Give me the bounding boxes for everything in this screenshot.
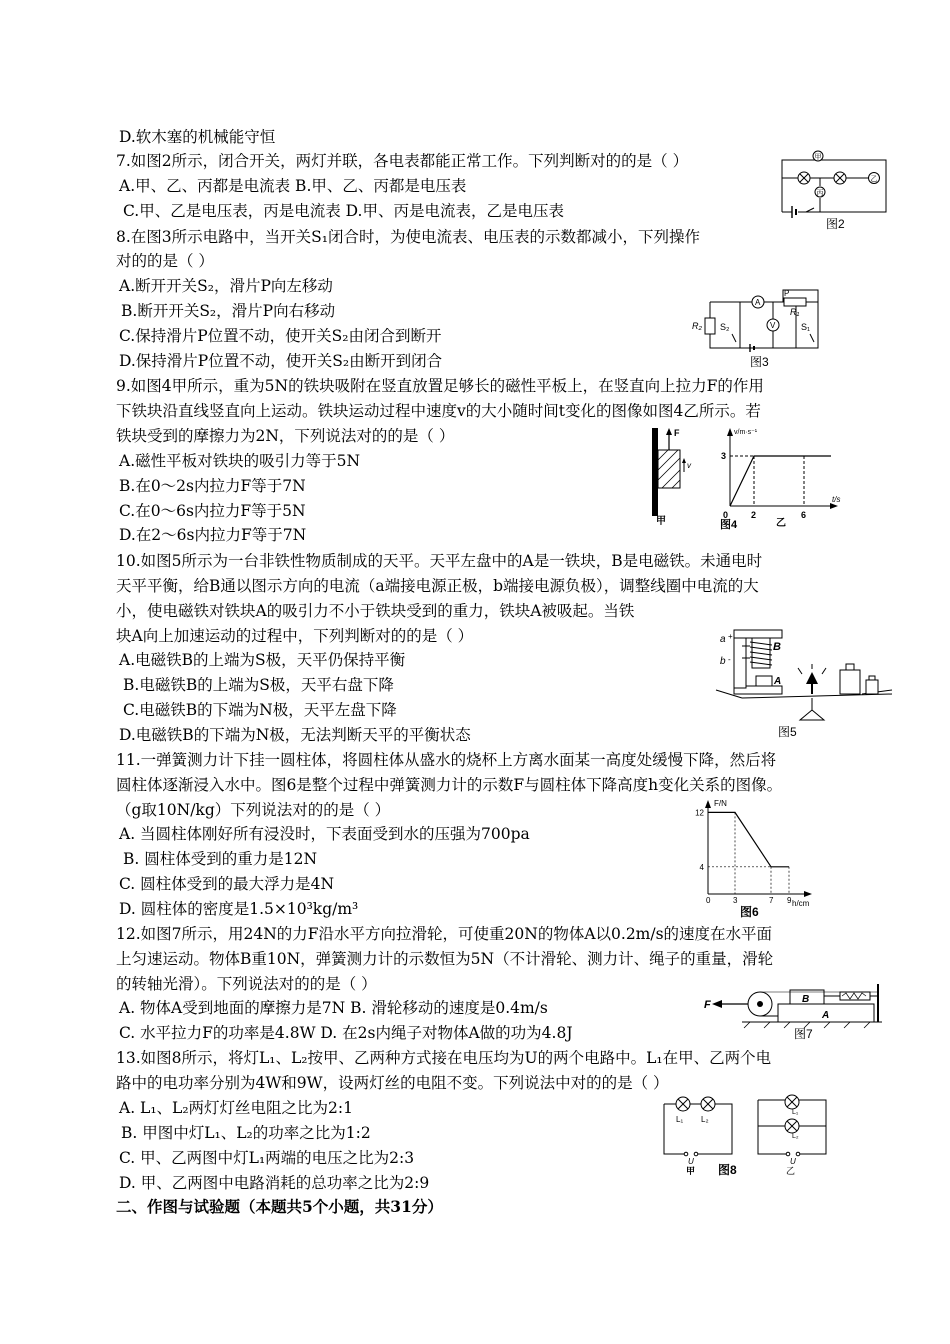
figure-7-diagram: [700, 980, 886, 1042]
q8-option-c: C.保持滑片P位置不动，使开关S₂由闭合到断开: [119, 327, 442, 345]
meter-mid-label: 丙: [816, 190, 824, 197]
q9-stem-line1: 9.如图4甲所示，重为5N的铁块吸附在竖直放置足够长的磁性平板上，在竖直向上拉力F的作用: [116, 377, 764, 395]
q10-stem-line4: 块A向上加速运动的过程中，下列判断对的的是（ ）: [116, 627, 474, 645]
q8-option-a: A.断开开关S₂，滑片P向左移动: [119, 277, 333, 295]
q9-option-d: D.在2～6s内拉力F等于7N: [119, 526, 307, 544]
meter-top-label: 甲: [814, 154, 822, 161]
label-s2: S₂: [720, 322, 730, 332]
figure-6-caption: 图6: [740, 905, 759, 919]
fig4-tick-0: 0: [723, 510, 729, 520]
label-u-yi: U: [790, 1157, 796, 1166]
q8-option-b: B.断开开关S₂，滑片P向右移动: [121, 302, 336, 320]
q8-stem-line2: 对的的是（ ）: [116, 252, 214, 270]
q11-stem-line3: （g取10N/kg）下列说法对的的是（ ）: [116, 801, 391, 819]
fig4-tick-3: 3: [721, 451, 727, 461]
pointer-arrow: [806, 672, 818, 684]
figure-6-chart: [688, 798, 818, 920]
label-r2: R₂: [692, 321, 702, 331]
figure-8-caption: 图8: [718, 1163, 737, 1177]
q13-option-b: B. 甲图中灯L₁、L₂的功率之比为1:2: [121, 1124, 371, 1142]
q9-stem-line3: 铁块受到的摩擦力为2N，下列说法对的的是（ ）: [116, 427, 455, 445]
label-f: F: [704, 999, 711, 1011]
label-s1: S₁: [801, 322, 811, 332]
q11-option-c: C. 圆柱体受到的最大浮力是4N: [119, 875, 335, 893]
switch-blade: [806, 208, 814, 212]
q11-stem-line2: 圆柱体逐渐浸入水中。图6是整个过程中弹簧测力计的示数F与圆柱体下降高度h变化关系的图像。: [116, 776, 783, 794]
label-a: A: [822, 1010, 830, 1021]
label-ammeter: A: [755, 298, 761, 307]
fig8-right-label: 乙: [786, 1166, 796, 1176]
q7-options-ab: A.甲、乙、丙都是电流表 B.甲、乙、丙都是电压表: [119, 177, 467, 195]
q12-stem-line1: 12.如图7所示，用24N的力F沿水平方向拉滑轮，可使重20N的物体A以0.2m/s的速度在水平面: [116, 925, 773, 943]
figure-2-caption: 图2: [826, 217, 845, 231]
q11-option-b: B. 圆柱体受到的重力是12N: [123, 850, 318, 868]
force-label: F: [674, 428, 680, 438]
figure-4-caption: 图4: [720, 519, 738, 531]
q10-option-d: D.电磁铁B的下端为N极，无法判断天平的平衡状态: [119, 726, 471, 744]
figure-3-caption: 图3: [750, 355, 769, 369]
terminal-minus: -: [728, 655, 731, 664]
terminal-a: a: [720, 634, 726, 645]
y-axis-label: F/N: [714, 799, 727, 808]
iron-block-a: [756, 676, 772, 686]
q6-option-d: D.软木塞的机械能守恒: [119, 128, 276, 146]
q9-stem-line2: 下铁块沿直线竖直向上运动。铁块运动过程中速度v的大小随时间t变化的图像如图4乙所示。若: [116, 402, 761, 420]
resistor-r1: [784, 298, 806, 306]
label-b: B: [802, 994, 810, 1005]
section-2-heading: 二、作图与试验题（本题共5个小题，共31分）: [116, 1197, 443, 1216]
figure-3: [688, 284, 824, 370]
fig8-left-label: 甲: [686, 1166, 696, 1176]
q9-option-b: B.在0～2s内拉力F等于7N: [119, 477, 306, 495]
q8-stem-line1: 8.在图3所示电路中，当开关S₁闭合时，为使电流表、电压表的示数都减小，下列操作: [116, 228, 700, 246]
figure-8: [646, 1092, 836, 1178]
x-tick-label: 9: [787, 896, 792, 905]
fig4-left-label: 甲: [656, 516, 666, 527]
figure-3-circuit: [688, 284, 824, 370]
q9-option-c: C.在0～6s内拉力F等于5N: [119, 502, 306, 520]
label-p: P: [784, 289, 790, 298]
q13-option-a: A. L₁、L₂两灯灯丝电阻之比为2:1: [119, 1099, 354, 1117]
series-line: [708, 812, 789, 866]
label-l2-yi: L₂: [792, 1133, 799, 1140]
label-l1-yi: L₁: [792, 1109, 799, 1116]
label-a: A: [774, 676, 782, 687]
figure-7: [700, 980, 886, 1042]
y-tick-label: 4: [699, 862, 704, 872]
fig4-xaxis-label: t/s: [832, 495, 841, 504]
fig4-tick-6: 6: [801, 510, 807, 520]
label-b: B: [773, 641, 781, 653]
stand-arm: [734, 630, 782, 638]
q10-stem-line1: 10.如图5所示为一台非铁性物质制成的天平。天平左盘中的A是一铁块，B是电磁铁。未通电时: [116, 552, 763, 570]
q13-option-c: C. 甲、乙两图中灯L₁两端的电压之比为2:3: [119, 1149, 415, 1167]
x-tick-label: 7: [769, 896, 774, 905]
weight-small: [866, 680, 878, 694]
figure-4-diagram: [646, 422, 846, 530]
label-r1: R₁: [790, 307, 800, 317]
y-tick-label: 12: [695, 808, 704, 818]
figure-5: [712, 624, 902, 740]
q12-stem-line3: 的转轴光滑）。下列说法对的的是（ ）: [116, 975, 377, 993]
label-l1-jia: L₁: [676, 1115, 684, 1124]
q13-option-d: D. 甲、乙两图中电路消耗的总功率之比为2:9: [119, 1174, 430, 1192]
q9-option-a: A.磁性平板对铁块的吸引力等于5N: [119, 452, 361, 470]
q13-stem-line2: 路中的电功率分别为4W和9W，设两灯丝的电阻不变。下列说法中对的的是（ ）: [116, 1074, 669, 1092]
fig4-yaxis-label: v/m·s⁻¹: [734, 429, 758, 436]
figure-2: [776, 148, 896, 234]
terminal-plus: +: [728, 632, 733, 641]
label-l2-jia: L₂: [701, 1115, 709, 1124]
terminal-b: b: [720, 656, 726, 667]
figure-5-balance: [712, 624, 902, 740]
stand-post: [734, 632, 746, 688]
velocity-label: v: [687, 461, 691, 470]
q7-stem: 7.如图2所示，闭合开关，两灯并联，各电表都能正常工作。下列判断对的的是（ ）: [116, 152, 689, 170]
switch-s1: [810, 334, 814, 342]
x-tick-label: 0: [706, 896, 711, 905]
q13-stem-line1: 13.如图8所示，将灯L₁、L₂按甲、乙两种方式接在电压均为U的两个电路中。L₁在甲、乙两个电: [116, 1049, 772, 1067]
x-axis-label: h/cm: [792, 899, 810, 908]
resistor-r2: [705, 318, 715, 334]
q10-stem-line2: 天平平衡，给B通以图示方向的电流（a端接电源正极，b端接电源负极），调整线圈中电流的大: [116, 577, 759, 595]
q10-stem-line3: 小，使电磁铁对铁块A的吸引力不小于铁块受到的重力，铁块A被吸起。当铁: [116, 602, 635, 620]
q11-option-d: D. 圆柱体的密度是1.5×10³kg/m³: [119, 900, 359, 918]
q8-option-d: D.保持滑片P位置不动，使开关S₂由断开到闭合: [119, 352, 443, 370]
q10-option-b: B.电磁铁B的上端为S极，天平右盘下降: [123, 676, 394, 694]
q12-options-ab: A. 物体A受到地面的摩擦力是7N B. 滑轮移动的速度是0.4m/s: [119, 999, 548, 1017]
magnetic-plate: [652, 428, 658, 516]
q11-option-a: A. 当圆柱体刚好所有浸没时，下表面受到水的压强为700pa: [119, 825, 530, 843]
figure-5-caption: 图5: [778, 725, 797, 739]
figure-2-circuit: [776, 148, 896, 234]
q12-options-cd: C. 水平拉力F的功率是4.8W D. 在2s内绳子对物体A做的功为4.8J: [119, 1024, 573, 1042]
q10-option-c: C.电磁铁B的下端为N极，天平左盘下降: [123, 701, 397, 719]
q10-option-a: A.电磁铁B的上端为S极，天平仍保持平衡: [119, 651, 406, 669]
label-voltmeter: V: [770, 321, 776, 330]
q12-stem-line2: 上匀速运动。物体B重10N，弹簧测力计的示数恒为5N（不计滑轮、测力计、绳子的重量，滑轮: [116, 950, 774, 968]
fig4-tick-2: 2: [751, 510, 757, 520]
weight-large: [840, 670, 860, 694]
fig4-right-label: 乙: [776, 518, 786, 529]
figure-8-circuits: [646, 1092, 836, 1178]
figure-4: [646, 422, 846, 530]
label-u-jia: U: [688, 1157, 694, 1166]
switch-s2: [732, 334, 736, 342]
x-tick-label: 3: [733, 896, 738, 905]
figure-6: [688, 798, 818, 920]
figure-7-caption: 图7: [794, 1027, 813, 1041]
q7-options-cd: C.甲、乙是电压表，丙是电流表 D.甲、丙是电流表，乙是电压表: [123, 202, 564, 220]
meter-right-label: 乙: [870, 176, 878, 183]
q11-stem-line1: 11.一弹簧测力计下挂一圆柱体，将圆柱体从盛水的烧杯上方离水面某一高度处缓慢下降，然后将: [116, 751, 777, 769]
